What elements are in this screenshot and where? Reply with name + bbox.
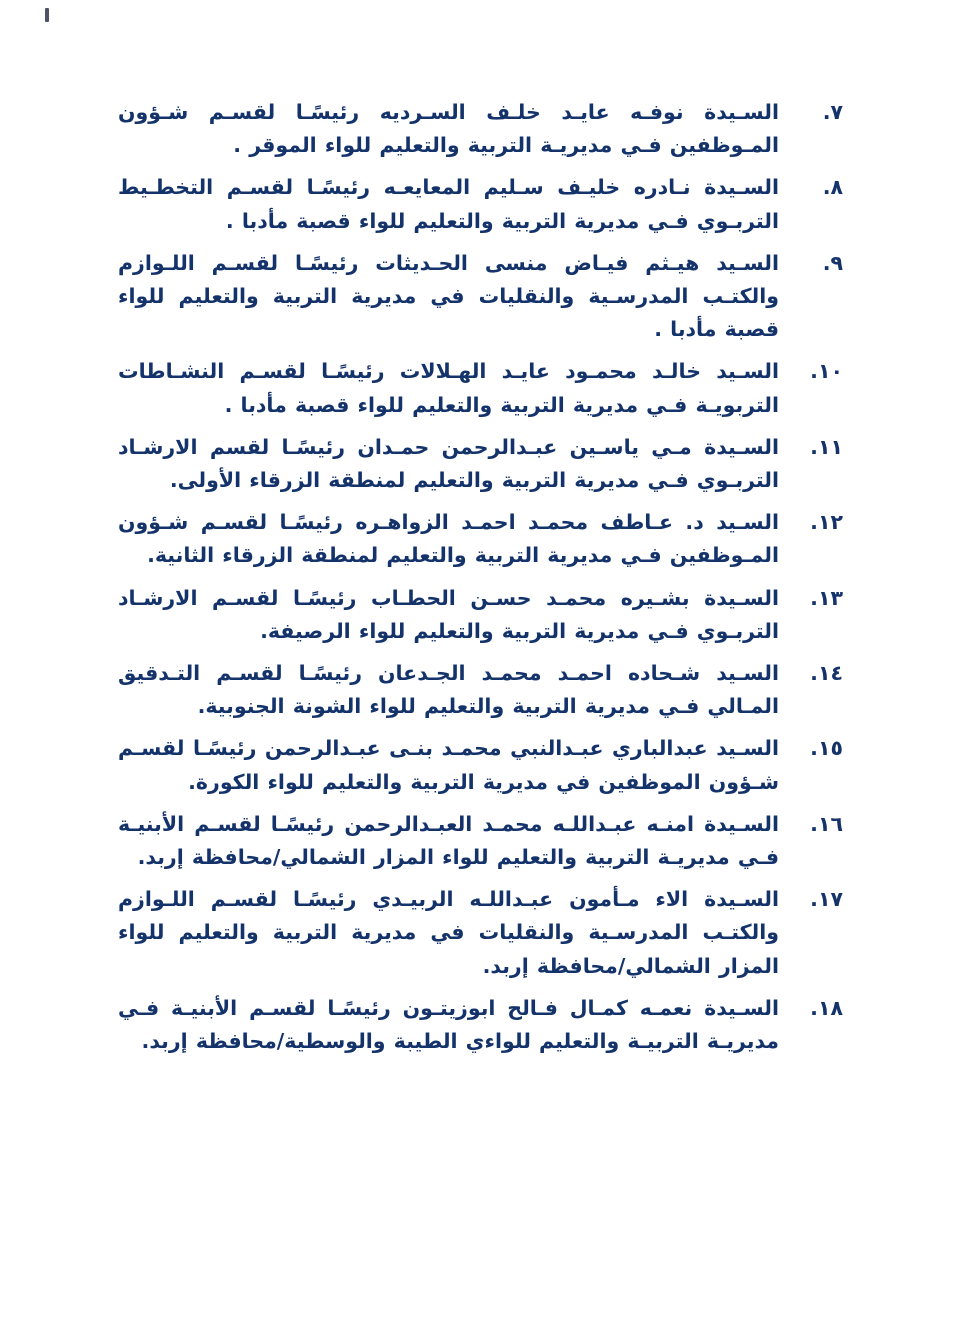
list-item-number: ١٧.: [810, 887, 843, 912]
list-item-number: ١٠.: [810, 359, 843, 384]
list-item: [118, 657, 843, 723]
list-item-text: السـيدة امنـه عبـداللـه محمـد العبـدالرحمن رئيسًـا لقسـم الأبنيـة فـي مديريـة التربية والتعليم للواء المزار الشمالي/محافظة إربد.: [118, 811, 779, 870]
scan-artifact-mark: [45, 8, 49, 22]
list-item-text: السـيد د. عـاطف محمـد احمـد الزواهـره رئيسًـا لقسـم شـؤون المـوظفين فـي مديرية التربية والتعليم لمنطقة الزرقاء الثانية.: [118, 510, 779, 568]
list-item-number: ١٣.: [810, 585, 843, 610]
numbered-list: [118, 96, 843, 1058]
list-item-number: ١٤.: [810, 661, 843, 686]
list-item-text: السـيد شـحاده احمـد محمـد الجـدعان رئيسًـا لقسـم التـدقيق المـالي فـي مديرية التربية والتعليم للواء الشونة الجنوبية.: [118, 661, 779, 719]
list-item-number: ١٥.: [810, 736, 843, 761]
list-item-text: السـيدة نـادره خليـف سـليم المعايعـه رئيسًـا لقسـم التخطـيط التربـوي فـي مديرية التربية والتعليم للواء قصبة مأدبا .: [118, 175, 779, 233]
list-item: [118, 431, 843, 497]
list-item-text: السـيد عبدالباري عبـدالنبي محمـد بنـى عبـدالرحمن رئيسًـا لقسـم شـؤون الموظفين في مديرية التربية والتعليم للواء الكورة.: [118, 736, 779, 794]
list-item-number: ٧.: [822, 100, 843, 124]
list-item: [118, 582, 843, 648]
list-item-text: السـيدة بشـيره محمـد حسـن الحطـاب رئيسًـا لقسـم الارشـاد التربـوي فـي مديرية التربية والتعليم للواء الرصيفة.: [118, 585, 779, 643]
list-item: [118, 808, 843, 874]
list-item: [118, 506, 843, 572]
list-item: [118, 355, 843, 421]
list-item-text: السـيد هيـثم فيـاض منسى الحـديثات رئيسًـا لقسـم اللـوازم والكتـب المدرسـية والنقليات في مديرية التربية والتعليم للواء قصبة مأدبا .: [118, 250, 779, 342]
list-item-text: السـيد خالـد محمـود عايـد الهـلالات رئيسًـا لقسـم النشـاطات التربويـة فـي مديرية التربية والتعليم للواء قصبة مأدبا .: [118, 359, 779, 417]
list-item-number: ٨.: [822, 175, 843, 200]
list-item: [118, 247, 843, 347]
list-item: [118, 732, 843, 798]
list-item: [118, 992, 843, 1058]
list-item-text: السـيدة نوفـه عايـد خلـف السـرديه رئيسًـا لقسـم شـؤون المـوظفين فـي مديريـة التربية والتعليم للواء الموقر .: [118, 100, 779, 158]
list-item-text: السـيدة مـي ياسـين عبـدالرحمن حمـدان رئيسًـا لقسم الارشـاد التربـوي فـي مديرية التربية والتعليم لمنطقة الزرقاء الأولى.: [118, 434, 779, 493]
list-item: [118, 96, 843, 162]
list-item-number: ٩.: [822, 250, 843, 275]
list-item-number: ١١.: [810, 434, 843, 459]
list-item-number: ١٨.: [810, 995, 843, 1020]
list-item-number: ١٢.: [810, 510, 843, 535]
document-body: [118, 96, 843, 1067]
list-item-number: ١٦.: [810, 811, 843, 836]
list-item: [118, 883, 843, 983]
list-item-text: السـيدة نعمـه كمـال فـالح ابوزيتـون رئيسًـا لقسـم الأبنيـة فـي مديريـة التربيـة والتعليم للواءي الطيبة والوسطية/محافظة إربد.: [118, 995, 779, 1054]
list-item: [118, 171, 843, 237]
list-item-text: السـيدة الاء مـأمون عبـداللـه الربيـدي رئيسًـا لقسـم اللـوازم والكتـب المدرسـية والنقليات في مديرية التربية والتعليم للواء المزار الشمالي/محافظة إربد.: [118, 887, 779, 978]
